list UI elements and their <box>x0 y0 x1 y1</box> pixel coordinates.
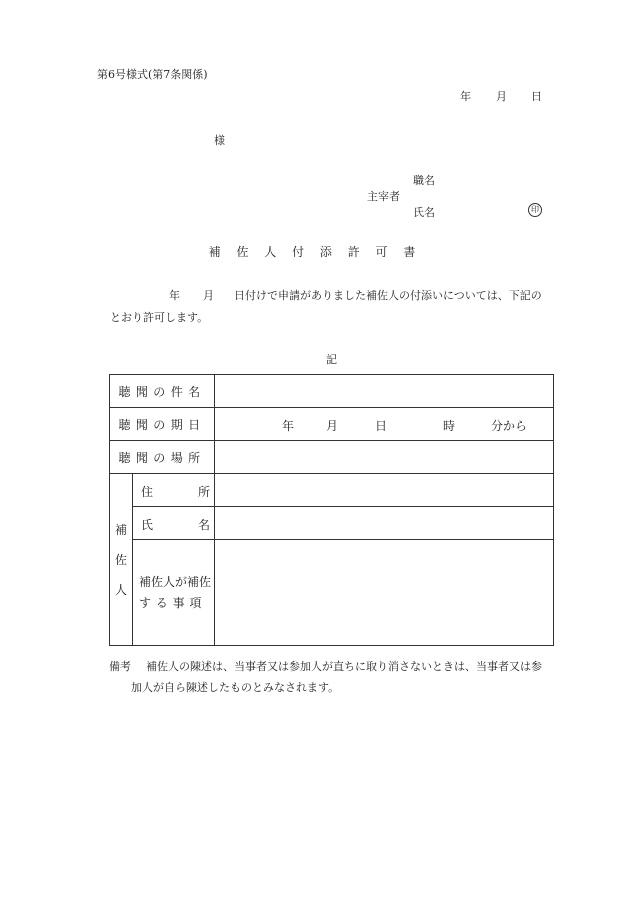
header-date-day: 日 <box>531 90 542 103</box>
form-number: 第6号様式(第7条関係) <box>97 68 208 81</box>
period-year: 年 <box>282 419 295 433</box>
address-label-char2: 所 <box>198 485 211 499</box>
body-line1: 日付けで申請がありました補佐人の付添いについては、下記の <box>234 289 542 302</box>
assistant-char-1: 補 <box>114 522 127 537</box>
row-case-name <box>110 375 554 408</box>
assistant-name-field <box>215 507 554 540</box>
header-date-year: 年 <box>460 90 471 103</box>
note-line2: 加人が自ら陳述したものとみなされます。 <box>131 681 340 694</box>
place-label: 聴聞の場所 <box>110 441 215 474</box>
assistant-vertical-label <box>110 474 133 646</box>
issuer-name-label: 氏名 <box>413 206 435 219</box>
case-name-field <box>215 375 554 408</box>
period-field <box>215 408 554 441</box>
note-line1: 補佐人の陳述は、当事者又は参加人が直ちに取り消さないときは、当事者又は参 <box>146 660 542 673</box>
period-month: 月 <box>326 419 339 433</box>
document-title: 補 佐 人 付 添 許 可 書 <box>208 245 422 259</box>
row-assistant-name <box>110 507 554 540</box>
ki-heading: 記 <box>326 353 337 366</box>
period-minute-from: 分から <box>491 419 528 433</box>
issuer-organizer-label: 主宰者 <box>367 190 400 203</box>
header-date-month: 月 <box>496 90 507 103</box>
addressee-honorific: 様 <box>214 134 225 147</box>
body-date-month: 月 <box>203 289 214 302</box>
period-label: 聴聞の期日 <box>110 408 215 441</box>
row-assistant-address <box>110 474 554 507</box>
row-period <box>110 408 554 441</box>
matters-label-line2: する事項 <box>139 595 207 610</box>
body-line2: とおり許可します。 <box>110 311 209 324</box>
assistant-char-2: 佐 <box>114 552 127 567</box>
row-assistant-matters <box>110 540 554 646</box>
seal-mark: 印 <box>528 203 542 217</box>
note-label: 備考 <box>109 660 131 673</box>
period-hour: 時 <box>443 419 456 433</box>
body-date-year: 年 <box>169 289 180 302</box>
assistant-char-3: 人 <box>114 582 127 597</box>
place-field <box>215 441 554 474</box>
name-label-char2: 名 <box>198 518 211 532</box>
hearing-form-table <box>109 374 554 646</box>
address-label <box>133 474 215 507</box>
issuer-position-label: 職名 <box>413 174 435 187</box>
address-label-char1: 住 <box>141 485 154 499</box>
matters-label <box>133 540 215 646</box>
period-day: 日 <box>375 419 388 433</box>
name-label-char1: 氏 <box>141 518 154 532</box>
matters-field <box>215 540 554 646</box>
case-name-label: 聴聞の件名 <box>110 375 215 408</box>
address-field <box>215 474 554 507</box>
matters-label-line1: 補佐人が補佐 <box>139 574 212 589</box>
row-place <box>110 441 554 474</box>
name-label <box>133 507 215 540</box>
